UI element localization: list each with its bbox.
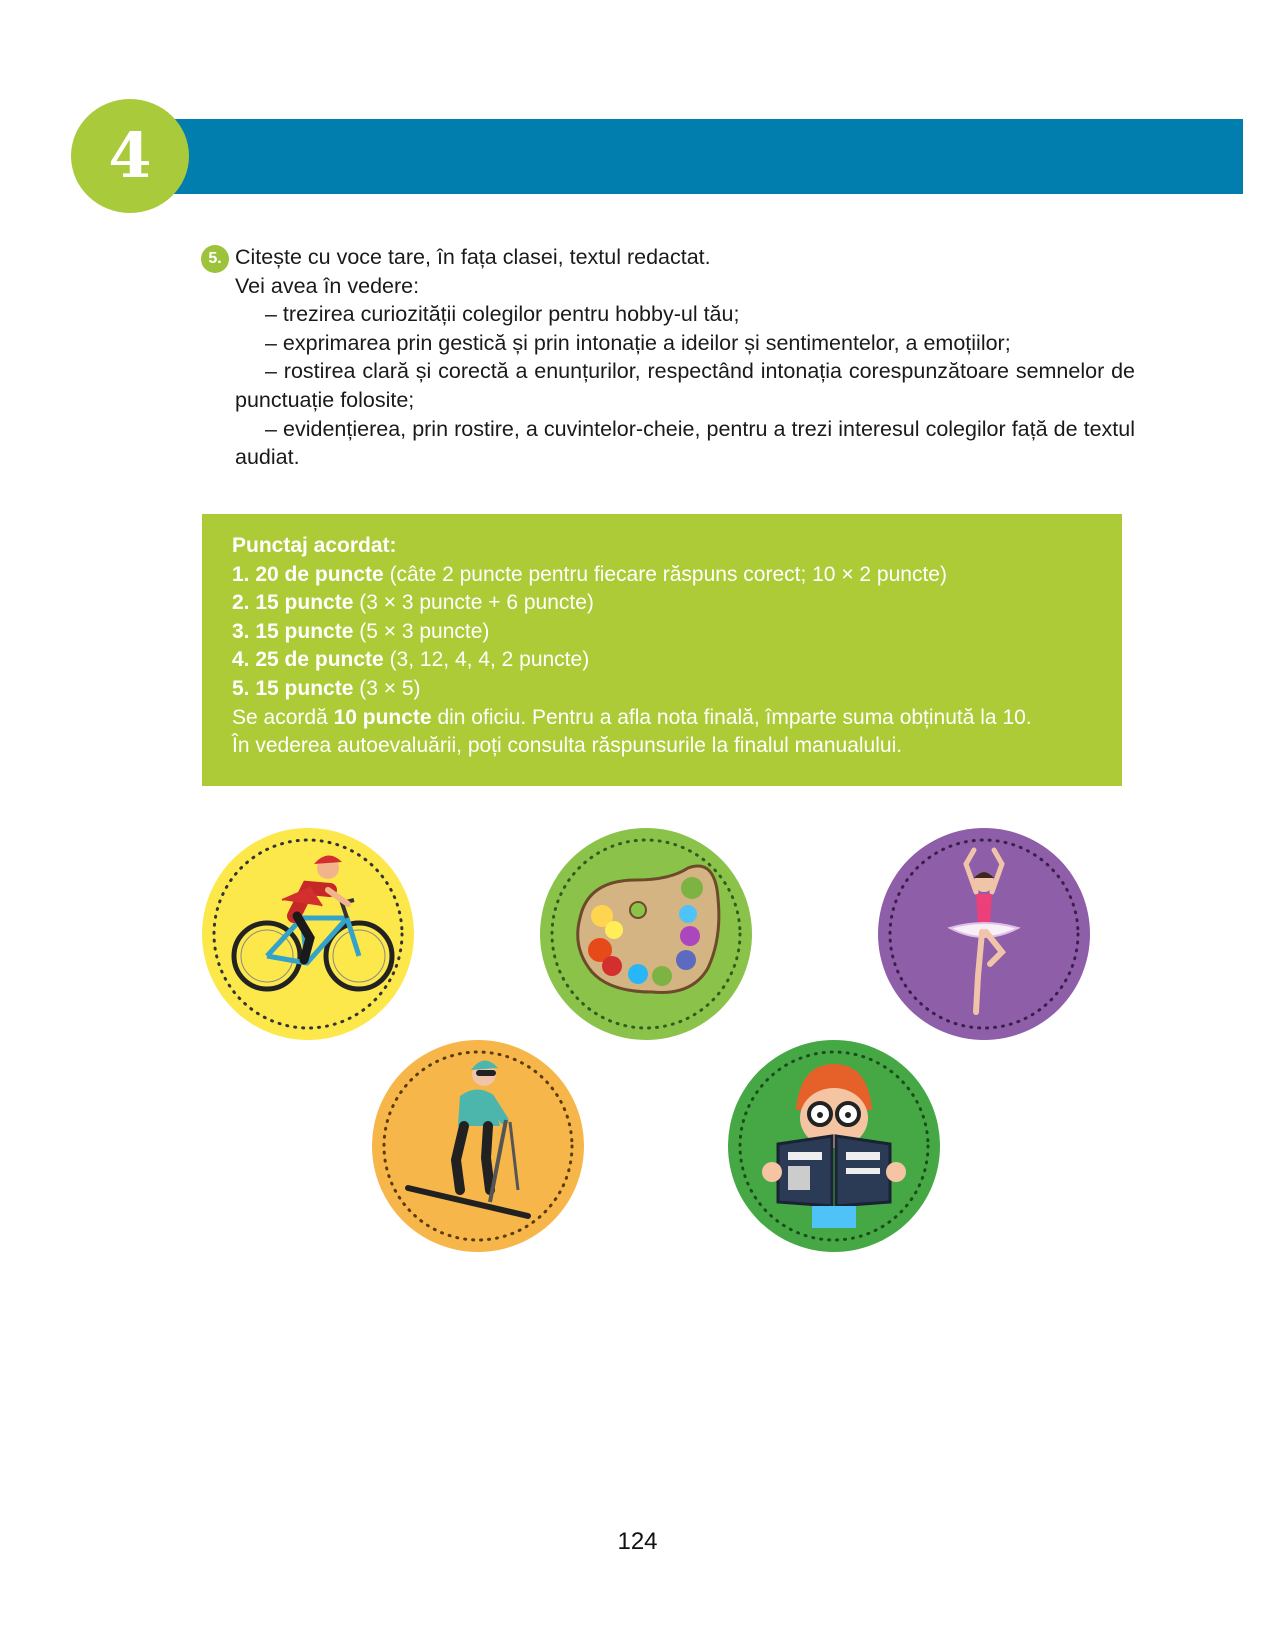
- exercise-5: [208, 243, 1135, 472]
- painting-badge: [540, 828, 752, 1040]
- ballerina-icon: [878, 828, 1090, 1040]
- scoring-heading: Punctaj acordat:: [232, 534, 397, 557]
- skier-icon: [372, 1040, 584, 1252]
- scoring-row: 3. 15 puncte (5 × 3 puncte): [232, 619, 490, 643]
- exercise-item: – evidențierea, prin rostire, a cuvintelor-cheie, pentru a trezi interesul colegilor față de textul audiat.: [235, 416, 1135, 470]
- reading-badge: [728, 1040, 940, 1252]
- chapter-number-badge: [71, 99, 189, 213]
- scoring-box: [202, 514, 1122, 786]
- exercise-title: Citește cu voce tare, în fața clasei, textul redactat.: [235, 245, 711, 269]
- exercise-item: – trezirea curiozității colegilor pentru hobby-ul tău;: [265, 302, 740, 327]
- skiing-badge: [372, 1040, 584, 1252]
- scoring-row: 1. 20 de puncte (câte 2 puncte pentru fiecare răspuns corect; 10 × 2 puncte): [232, 562, 947, 586]
- scoring-row: 2. 15 puncte (3 × 3 puncte + 6 puncte): [232, 591, 594, 615]
- page-number: 124: [617, 1528, 658, 1555]
- exercise-item: – exprimarea prin gestică și prin intonație a ideilor și sentimentelor, a emoțiilor;: [265, 330, 1011, 355]
- chapter-header-bar: [160, 119, 1243, 194]
- exercise-item: – rostirea clară și corectă a enunțurilor, respectând intonația corespunzătoare semnelor de punctuație folosite;: [235, 359, 1135, 412]
- reading-boy-icon: [728, 1040, 940, 1252]
- exercise-intro: Vei avea în vedere:: [235, 273, 420, 298]
- scoring-row: 5. 15 puncte (3 × 5): [232, 676, 421, 700]
- cycling-badge: [202, 828, 414, 1040]
- palette-icon: [540, 828, 752, 1040]
- scoring-row: 4. 25 de puncte (3, 12, 4, 4, 2 puncte): [232, 648, 590, 672]
- scoring-self-eval: În vederea autoevaluării, poți consulta răspunsurile la finalul manualului.: [232, 734, 903, 758]
- exercise-number-badge: 5.: [201, 245, 229, 273]
- scoring-bonus: Se acordă 10 puncte din oficiu. Pentru a afla nota finală, împarte suma obținută la 10.: [232, 705, 1032, 729]
- cycling-icon: [202, 828, 414, 1040]
- ballet-badge: [878, 828, 1090, 1040]
- chapter-number: 4: [108, 119, 152, 192]
